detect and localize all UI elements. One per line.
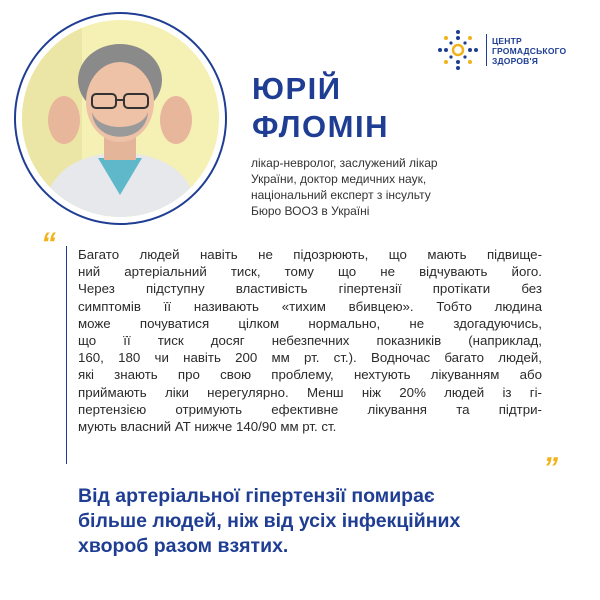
quote-line: ний артеріальний тиск, тому що не відчувають його.: [78, 264, 542, 280]
quote-rule: [66, 246, 67, 464]
logo-line: ГРОМАДСЬКОГО: [492, 46, 567, 56]
quote-line: може почуватися цілком нормально, не здогадуючись,: [78, 315, 542, 331]
logo-text: [492, 36, 576, 66]
speaker-title-line: України, доктор медичних наук,: [251, 172, 427, 186]
quote-line: 160, 180 чи навіть 200 мм рт. ст.). Водночас багато людей,: [78, 350, 542, 366]
public-health-center-logo: [436, 28, 576, 74]
speaker-first-name: ЮРІЙ: [252, 71, 342, 106]
highlight-line: Від артеріальної гіпертензії помирає: [78, 485, 435, 507]
speaker-last-name: ФЛОМІН: [252, 109, 389, 144]
logo-line: ЦЕНТР: [492, 36, 522, 46]
quote-close-mark: „: [546, 435, 561, 468]
quote-line: мують власний АТ нижче 140/90 мм рт. ст.: [78, 419, 337, 435]
speaker-title-line: лікар-невролог, заслужений лікар: [251, 156, 438, 170]
quote-line: Через підступну властивість гіпертензії протікати без: [78, 281, 542, 297]
highlight-line: хвороб разом взятих.: [78, 535, 289, 557]
quote-open-mark: “: [41, 227, 56, 260]
logo-divider: [486, 34, 487, 66]
speaker-portrait: [22, 20, 219, 217]
quote-text: [78, 246, 542, 435]
speaker-titles: [251, 155, 481, 219]
quote-line: пертензією отримують ефективне лікування та підтри-: [78, 401, 542, 417]
quote-line: приймають ліки нерегулярно. Менш ніж 20% людей із гі-: [78, 384, 542, 400]
quote-line: які знають про свою проблему, нехтують лікуванням або: [78, 367, 542, 383]
speaker-title-line: Бюро ВООЗ в Україні: [251, 204, 370, 218]
highlight-line: більше людей, ніж від усіх інфекційних: [78, 510, 461, 532]
logo-dots-icon: [436, 28, 480, 72]
logo-line: ЗДОРОВ'Я: [492, 56, 539, 66]
speaker-name: [252, 70, 389, 146]
quote-line: симптомів її називають «тихим вбивцею». Тобто людина: [78, 298, 542, 314]
speaker-title-line: національний експерт з інсульту: [251, 188, 431, 202]
highlight-statement: [78, 484, 548, 559]
quote-line: Багато людей навіть не підозрюють, що мають підвище-: [78, 247, 542, 262]
quote-line: що її тиск досяг небезпечних показників (наприклад,: [78, 333, 542, 349]
